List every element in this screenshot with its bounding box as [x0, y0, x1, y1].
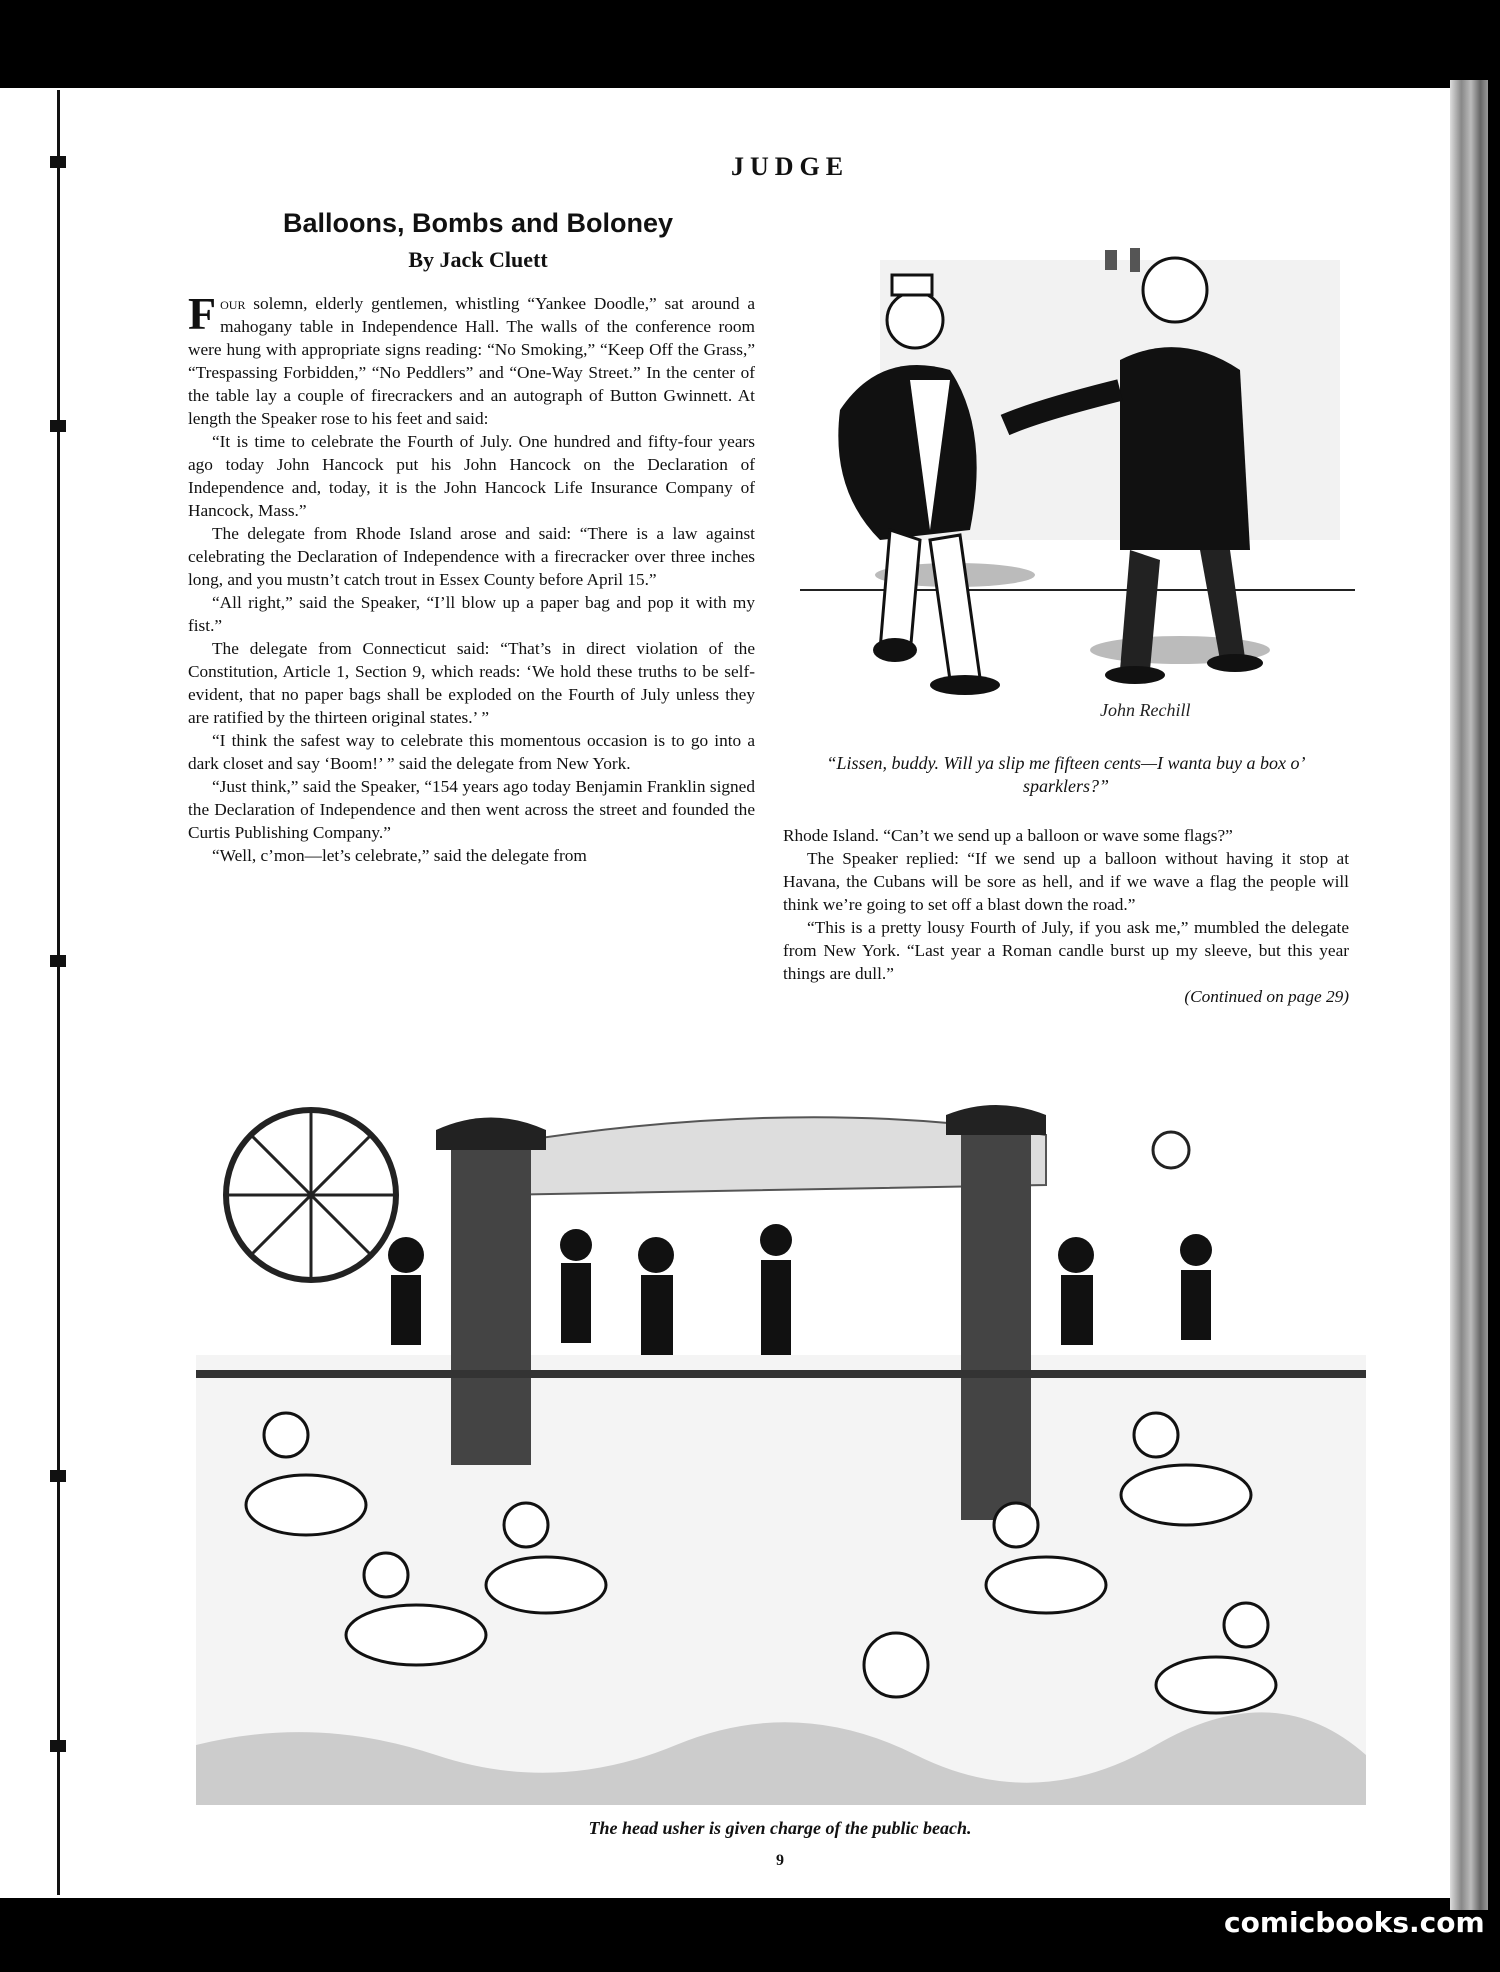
continued-note: (Continued on page 29) — [1184, 987, 1349, 1006]
article-paragraph: “All right,” said the Speaker, “I’ll blow up a paper bag and pop it with my fist.” — [188, 593, 755, 635]
magazine-header: JUDGE — [730, 152, 850, 181]
article-paragraph: “Just think,” said the Speaker, “154 years ago today Benjamin Franklin signed the Declaration of Independence and then went across the street and founded the Curtis Publishing Company.” — [188, 777, 755, 842]
binding-mark — [50, 420, 66, 432]
binding-mark — [50, 1470, 66, 1482]
article-paragraph: “This is a pretty lousy Fourth of July, if you ask me,” mumbled the delegate from New York. “Last year a Roman candle burst up my sleeve, but this year things are dull.” — [783, 918, 1349, 983]
cartoon-caption: “Lissen, buddy. Will ya slip me fifteen cents—I wanta buy a box o’ sparklers?” — [826, 753, 1306, 796]
article-paragraph: “Well, c’mon—let’s celebrate,” said the delegate from — [212, 846, 587, 865]
article-paragraph: “It is time to celebrate the Fourth of July. One hundred and fifty-four years ago today John Hancock put his John Hancock on the Declaration of Independence and, today, it is the John Hancock Life Insurance Company of Hancock, Mass.” — [188, 432, 755, 520]
article-paragraph: Rhode Island. “Can’t we send up a balloon or wave some flags?” — [783, 826, 1233, 845]
page-edge — [1450, 80, 1488, 1910]
article-paragraph: The Speaker replied: “If we send up a balloon without having it stop at Havana, the Cubans will be sore as hell, and if we wave a flag the people will think we’re going to set off a blast down the road.” — [783, 849, 1349, 914]
article-paragraph: “I think the safest way to celebrate this momentous occasion is to go into a dark closet and say ‘Boom!’ ” said the delegate from New York. — [188, 731, 755, 773]
binding-mark — [50, 1740, 66, 1752]
drop-cap: F — [188, 288, 217, 339]
beach-cartoon-caption: The head usher is given charge of the public beach. — [588, 1818, 972, 1838]
article-left-column — [188, 288, 755, 867]
article-paragraph: Four solemn, elderly gentlemen, whistling “Yankee Doodle,” sat around a mahogany table in Independence Hall. The walls of the conference room were hung with appropriate signs reading: “No Smoking,” “Keep Off the Grass,” “Trespassing Forbidden,” “No Peddlers” and “One-Way Street.” In the center of the table lay a couple of firecrackers and an autograph of Button Gwinnett. At length the Speaker rose to his feet and said: — [188, 288, 755, 428]
article-paragraph: The delegate from Connecticut said: “That’s in direct violation of the Constitution, Article 1, Section 9, which reads: ‘We hold these truths to be self-evident, that no paper bags shall be exploded on the Fourth of July unless they are ratified by the thirteen original states.’ ” — [188, 639, 755, 727]
page-number: 9 — [776, 1852, 784, 1869]
cartoon-two-men-illustration — [800, 230, 1355, 735]
article-right-column — [783, 824, 1349, 1008]
first-word: our — [220, 294, 246, 313]
binding-mark — [50, 955, 66, 967]
article-title: Balloons, Bombs and Boloney — [282, 208, 674, 238]
watermark: comicbooks.com — [1224, 1906, 1485, 1939]
binding-line — [57, 90, 60, 1895]
article-byline: By Jack Cluett — [408, 247, 548, 272]
article-paragraph: The delegate from Rhode Island arose and said: “There is a law against celebrating the Declaration of Independence with a firecracker over three inches long, and you mustn’t catch trout in Essex County before April 15.” — [188, 524, 755, 589]
binding-margin — [0, 88, 60, 1898]
beach-crowd-illustration — [196, 1105, 1366, 1805]
artist-signature: John Rechill — [1100, 700, 1191, 720]
